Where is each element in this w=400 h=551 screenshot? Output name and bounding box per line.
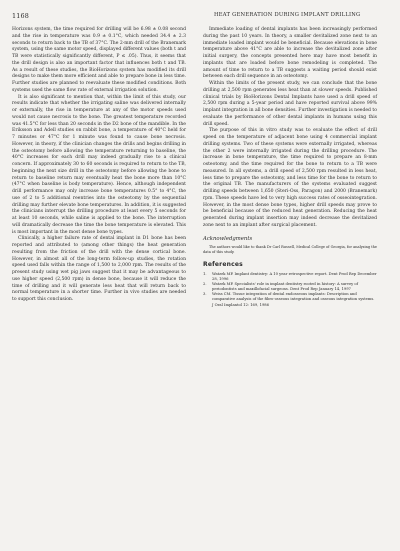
body-paragraph: The purpose of this in vitro study was to evaluate the effect of drill speed on the temperature of adjacent bone using 4 commercial implant drilling systems. Two of these systems were externally irrigated, whereas the other 2 were internally irrigated during the drilling procedure. The increase in bone temperature, the time required to prepare an 8-mm osteotomy, and the time required for the bone to return to a TB were measured. In all systems, a drill speed of 2,500 rpm resulted in less heat, less time to prepare the osteotomy, and less time for the bone to return to the original TB. The manufacturers of the systems evaluated suggest drilling speeds between 1,650 (Steri-Oss, Paragon) and 2000 (Branemark) rpm. These speeds have led to very high success rates of osseointegration. However, in the most dense bone types, higher drill speeds may prove to be beneficial because of the reduced heat generation. Reducing the heat generated during implant insertion may indeed decrease the devitalized zone next to an implant after surgical placement. <box>203 128 377 228</box>
reference-text: Watzek MP. Specialists' role in implant dentistry rooted in history: A survey of periodontists and maxillofacial surgeons. Dent Prod Rep January 14, 1997 <box>212 282 359 292</box>
reference-item: 2. Watzek MP. Specialists' role in implant dentistry rooted in history: A survey of periodontists and maxillofacial surgeons. Dent Prod Rep January 14, 1997 <box>203 282 377 292</box>
body-paragraph: Clinically, a higher failure rate of dental implant in D1 bone has been reported and attributed to (among other things) the heat generation resulting from the friction of the drill with the dense cortical bone. However, in almost all of the long-term follow-up studies, the rotation speed used falls within the range of 1,500 to 2,000 rpm. The results of the present study using wet pig jaws suggest that it may be advantageous to use higher speed (2,500 rpm) in dense bone, because it will reduce the time of drilling and it will generate less heat that will return back to normal temperature in a shorter time. Further in vivo studies are needed to support this conclusion. <box>12 236 186 302</box>
page-number: 1168 <box>12 12 30 20</box>
acknowledgments-text: The authors would like to thank Dr Carl Russell, Medical College of Georgia, for analyzing the data of this study. <box>203 245 377 255</box>
body-paragraph: Immediate loading of dental implants has been increasingly performed during the past 10 years. In theory, a smaller devitalized zone next to an immediate loaded implant would be beneficial. Because elevations in bone temperature above 41°C are able to increase the devitalized zone after initial surgery, the concepts presented here may have most benefit in implants that are loaded before bone remodeling is completed. The amount of time to return to a TB suggests a waiting period should exist between each drill sequence in an osteotomy. <box>203 27 377 80</box>
reference-item: 1. Watzek MP. Implant dentistry: A 10 year retrospective report. Dent Prod Rep December 28, 1996 <box>203 272 377 282</box>
left-column <box>12 27 186 304</box>
reference-text: Watzek MP. Implant dentistry: A 10 year retrospective report. Dent Prod Rep December 28, 1996 <box>212 272 377 282</box>
reference-list <box>203 272 377 308</box>
body-paragraph: It is also significant to mention that, within the limit of this study, our results indicate that whether the irrigating saline was delivered internally or externally, the rise in temperature at any of the motor speeds used would not cause necrosis to the bone. The greatest temperature recorded was 41.5°C for less than 20 seconds in the D2 bone of the mandible. In the Eriksson and Adell studies on rabbit bone, a temperature of 40°C held for 7 minutes or 47°C for 1 minute was found to cause bone necrosis. However, in theory, if the clinician changes the drills and begins drilling in the osteotomy before allowing the temperature returning to baseline, the 40°C increases for each drill may indeed gradually rise to a clinical concern. If approximately 30 to 60 seconds is required to return to the TB, beginning the next size drill in the osteotomy before allowing the bone to return to baseline return may eventually heat the bone more than 10°C (47°C when baseline is body temperature). Hence, although independent drill performance may only increase bone temperatures 0.5° to 4°C, the use of 2 to 5 additional reentries into the osteotomy by the sequential drilling may further elevate bone temperatures. In addition, it is suggested the clinicians interrupt the drilling procedure at least every 5 seconds for at least 10 seconds, while saline is applied to the bone. The interruption will dramatically decrease the time the bone temperature is elevated. This is most important in the most dense bone types. <box>12 94 186 235</box>
body-paragraph: Horizons system, the time required for drilling will be 6.98 ± 0.08 second and the rise in temperature was 0.9 ± 0.1°C, which needed 34.4 ± 2.3 seconds to return back to the TB of 37°C. The 2-mm drill of the Branemark system, using the same motor speed, displayed different values (both t and TB were statistically significantly different, P ≤ .05). Thus, it seems that the drill design is also an important factor that influences both t and TB. As a result of these studies, the BioHorizons system has modified its drill designs to make them more efficient and able to prepare bone in less time. Further studies are planned to reevaluate these modified conditions. Both systems used the same flow rate of external irrigation solution. <box>12 27 186 93</box>
running-title: HEAT GENERATION DURING IMPLANT DRILLING <box>214 12 361 18</box>
body-paragraph: Within the limits of the present study, we can conclude that the bone drilling at 2,500 rpm generates less heat than at slower speeds. Published clinical trials by BioHorizons Dental Implants have used a drill speed of 2,500 rpm during a 5-year period and have reported survival above 99% implant integration in all bone densities. Further investigation is needed to evaluate the performance of other dental implants in humans using this drill speed. <box>203 81 377 127</box>
right-column <box>203 27 377 308</box>
reference-item: 3. Weiss CM. Tissue integration of dental endosseous implants: Description and comparative analysis of the fibro-osseous integration and osseous integration systems. J Oral Implantol 12: 169, 1986 <box>203 292 377 307</box>
references-heading: References <box>203 261 243 269</box>
acknowledgments-heading: Acknowledgments <box>203 235 253 242</box>
reference-text: Weiss CM. Tissue integration of dental endosseous implants: Description and comparative analysis of the fibro-osseous integration and osseous integration systems. J Oral Implantol 12: 169, 1986 <box>212 292 375 307</box>
